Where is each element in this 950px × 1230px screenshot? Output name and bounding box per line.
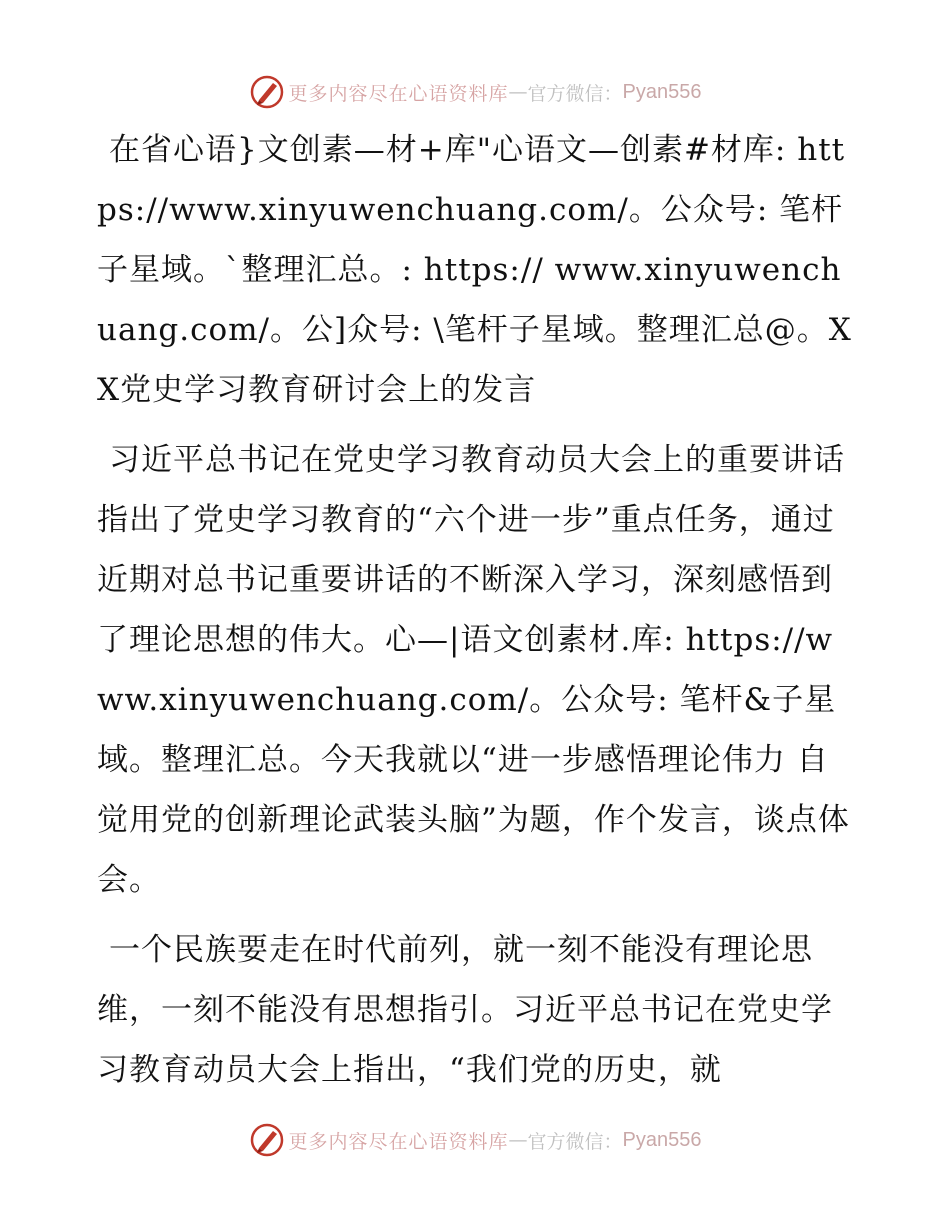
banner-slogan: 更多内容尽在心语资料库: [288, 1130, 509, 1153]
banner-slogan: 更多内容尽在心语资料库: [288, 82, 509, 105]
paragraph-3: [97, 920, 857, 1100]
pen-logo-icon: [249, 74, 285, 110]
banner-wechat-id: Pyan556: [622, 1128, 702, 1151]
paragraph-1-text: 在省心语}文创素—材+库"心语文—创素#材库: https://www.xinyuwenchuang.com/。公众号: 笔杆子星域。`整理汇总。: https:// www.xinyuwenchuang.com/。公]众号: \笔杆子星域。整理汇总@。XX党史学习教育研讨会上的发言: [97, 132, 852, 408]
paragraph-2: [97, 430, 857, 910]
banner-wechat-id: Pyan556: [622, 80, 702, 103]
pen-logo-icon: [249, 1122, 285, 1158]
banner-separator: —: [508, 1129, 528, 1151]
banner-separator: —: [508, 81, 528, 103]
banner-wechat-label: 官方微信：: [527, 1130, 623, 1153]
paragraph-3-text: 一个民族要走在时代前列，就一刻不能没有理论思维，一刻不能没有思想指引。习近平总书记在党史学习教育动员大会上指出，“我们党的历史，就: [97, 932, 833, 1088]
paragraph-1: [97, 120, 857, 420]
banner-wechat-label: 官方微信：: [527, 82, 623, 105]
header-watermark-banner: [0, 72, 950, 112]
paragraph-2-text: 习近平总书记在党史学习教育动员大会上的重要讲话指出了党史学习教育的“六个进一步”重点任务，通过近期对总书记重要讲话的不断深入学习，深刻感悟到了理论思想的伟大。心—|语文创素材.库: https://www.xinyuwenchuang.com/。公众号: 笔杆&子星域。整理汇总。今天我就以“进一步感悟理论伟力 自觉用党的创新理论武装头脑”为题，作个发言，谈点体会。: [97, 442, 850, 898]
document-body: [97, 120, 857, 1110]
footer-watermark-banner: [0, 1120, 950, 1160]
